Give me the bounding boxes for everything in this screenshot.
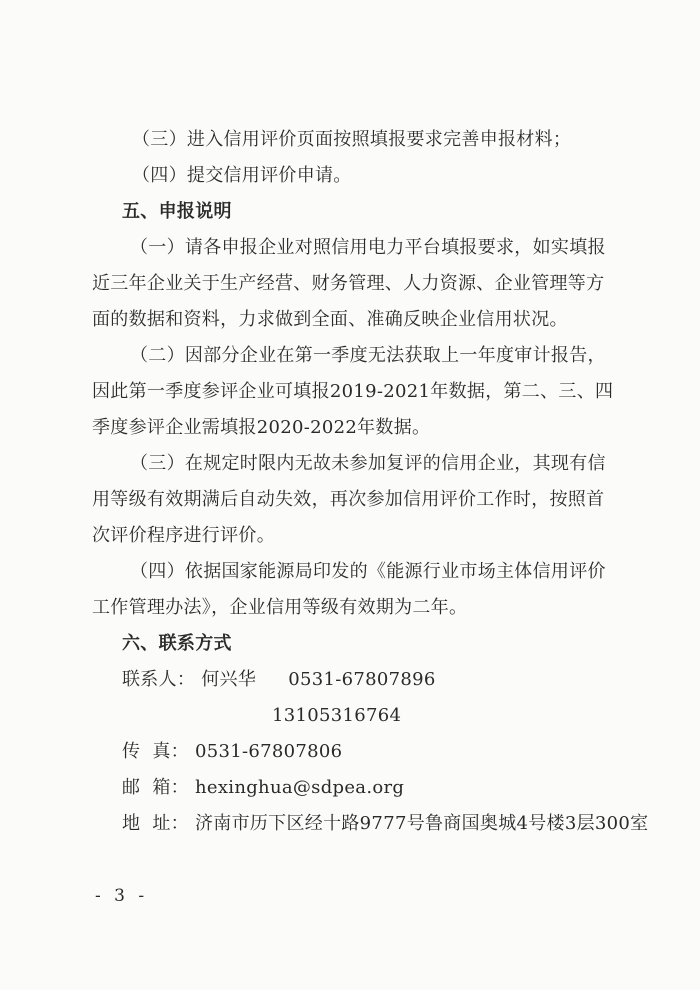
contact-person-row bbox=[122, 668, 436, 692]
step-3-text: （三）进入信用评价页面按照填报要求完善申报材料； bbox=[132, 129, 572, 150]
s5-p3-line-2: 用等级有效期满后自动失效，再次参加信用评价工作时，按照首 bbox=[92, 489, 605, 510]
fax-value: 0531-67807806 bbox=[194, 741, 343, 762]
s5-p1-line-2: 近三年企业关于生产经营、财务管理、人力资源、企业管理等方 bbox=[92, 273, 605, 294]
fax-label: 传 真： bbox=[122, 741, 189, 762]
address-row bbox=[122, 812, 648, 836]
s5-p4-line-2: 工作管理办法》，企业信用等级有效期为二年。 bbox=[92, 597, 468, 618]
step-4-text: （四）提交信用评价申请。 bbox=[132, 165, 352, 186]
s5-p2-line-2: 因此第一季度参评企业可填报2019-2021年数据，第二、三、四 bbox=[92, 381, 614, 402]
email-row bbox=[122, 776, 404, 800]
address-value: 济南市历下区经十路9777号鲁商国奥城4号楼3层300室 bbox=[194, 813, 649, 834]
s5-p3-line-3: 次评价程序进行评价。 bbox=[92, 525, 275, 546]
section-6-heading: 六、联系方式 bbox=[122, 633, 232, 654]
contact-label: 联系人： bbox=[122, 669, 196, 690]
s5-p2-line-1: （二）因部分企业在第一季度无法获取上一年度审计报告， bbox=[130, 345, 606, 366]
contact-phone: 0531-67807896 bbox=[288, 669, 436, 690]
s5-p1-line-3: 面的数据和资料，力求做到全面、准确反映企业信用状况。 bbox=[92, 309, 568, 330]
address-label: 地 址： bbox=[122, 813, 189, 834]
s5-p1-line-1: （一）请各申报企业对照信用电力平台填报要求，如实填报 bbox=[130, 237, 606, 258]
fax-row bbox=[122, 740, 342, 764]
s5-p4-line-1: （四）依据国家能源局印发的《能源行业市场主体信用评价 bbox=[130, 561, 606, 582]
contact-mobile: 13105316764 bbox=[272, 705, 402, 726]
s5-p3-line-1: （三）在规定时限内无故未参加复评的信用企业，其现有信 bbox=[130, 453, 606, 474]
s5-p2-line-3: 季度参评企业需填报2020-2022年数据。 bbox=[92, 417, 431, 438]
page-number: - 3 - bbox=[95, 886, 149, 906]
contact-name: 何兴华 bbox=[201, 669, 257, 690]
email-value: hexinghua@sdpea.org bbox=[194, 777, 405, 798]
section-5-heading: 五、申报说明 bbox=[122, 201, 232, 222]
email-label: 邮 箱： bbox=[122, 777, 189, 798]
